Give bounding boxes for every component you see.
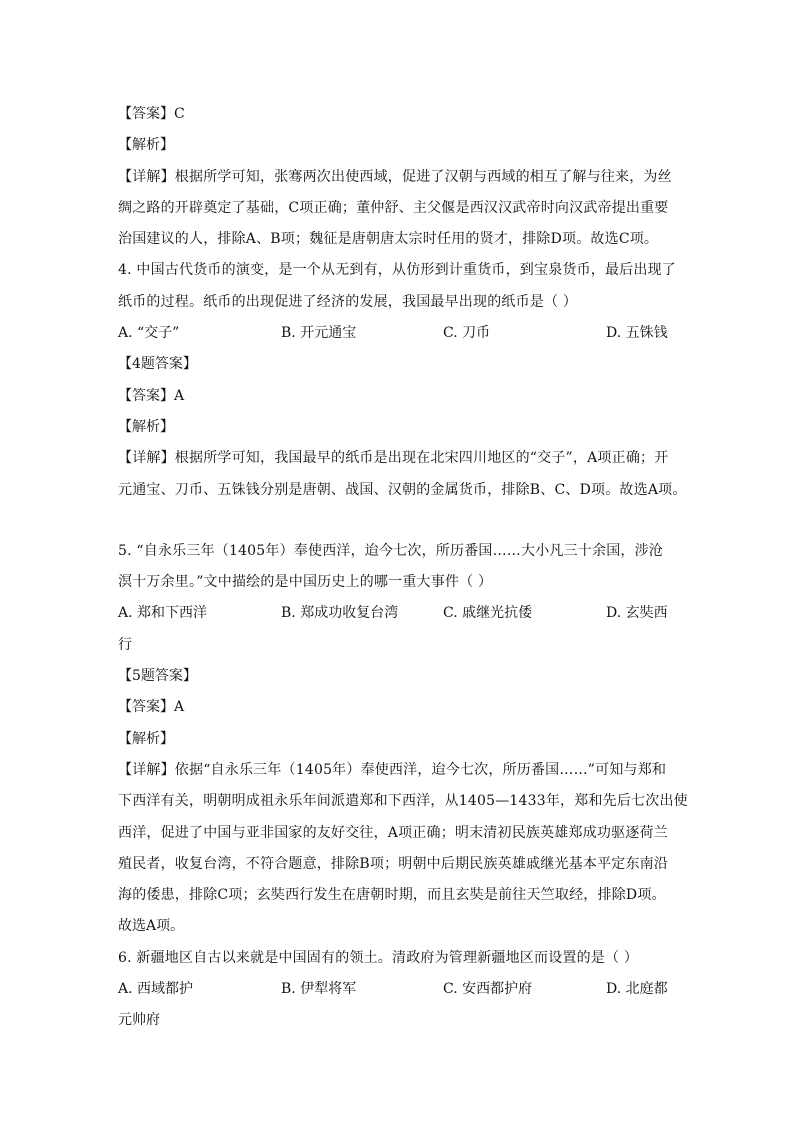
q5-option-c: C. 戚继光抗倭 — [443, 605, 533, 622]
q6-option-wrap: 元帅府 — [118, 1012, 160, 1029]
q6-option-c: C. 安西都护府 — [443, 981, 533, 998]
q4-stem-line: 4. 中国古代货币的演变，是一个从无到有，从仿形到计重货币，到宝泉货币，最后出现了 — [118, 262, 677, 279]
q3-detail-line: 绸之路的开辟奠定了基础，C项正确；董仲舒、主父偃是西汉汉武帝时向汉武帝提出重要 — [118, 199, 669, 216]
q5-detail-line: 故选A项。 — [118, 918, 185, 935]
q4-answer: 【答案】A — [118, 387, 185, 404]
q4-detail-line: 【详解】根据所学可知，我国最早的纸币是出现在北宋四川地区的“交子”，A项正确；开 — [118, 450, 669, 467]
q3-detail-line: 治国建议的人，排除A、B项；魏征是唐朝唐太宗时任用的贤才，排除D项。故选C项。 — [118, 231, 659, 248]
q5-stem-line: 溟十万余里。”文中描绘的是中国历史上的哪一重大事件（ ） — [118, 574, 493, 591]
q3-detail-line: 【详解】根据所学可知，张骞两次出使西域，促进了汉朝与西域的相互了解与往来，为丝 — [118, 168, 672, 185]
q5-stem-line: 5. “自永乐三年（1405年）奉使西洋，迨今七次，所历番国……大小凡三十余国，涉沧 — [118, 542, 663, 559]
q4-option-c: C. 刀币 — [443, 325, 491, 342]
q4-option-b: B. 开元通宝 — [281, 325, 357, 342]
q6-options — [118, 974, 678, 1005]
q6-option-a: A. 西域都护 — [118, 981, 194, 998]
q4-option-a: A. “交子” — [118, 325, 180, 342]
q6-option-b: B. 伊犁将军 — [281, 981, 357, 998]
q4-analysis-label: 【解析】 — [118, 418, 174, 435]
q5-option-d: D. 玄奘西 — [606, 605, 668, 622]
q5-option-a: A. 郑和下西洋 — [118, 605, 208, 622]
spacer — [118, 506, 678, 536]
q3-analysis-label: 【解析】 — [118, 137, 174, 154]
q4-option-d: D. 五铢钱 — [606, 325, 668, 342]
q5-answer: 【答案】A — [118, 699, 185, 716]
q5-option-b: B. 郑成功收复台湾 — [281, 605, 399, 622]
q4-stem-line: 纸币的过程。纸币的出现促进了经济的发展，我国最早出现的纸币是（ ） — [118, 293, 578, 310]
q4-answer-header: 【4题答案】 — [118, 356, 197, 373]
q4-options — [118, 318, 678, 349]
q5-detail-line: 殖民者，收复台湾，不符合题意，排除B项；明朝中后期民族英雄戚继光基本平定东南沿 — [118, 855, 669, 872]
document-page — [118, 99, 688, 1037]
q5-detail-line: 下西洋有关，明朝明成祖永乐年间派遣郑和下西洋，从1405—1433年，郑和先后七次出使 — [118, 793, 688, 810]
q5-detail-line: 【详解】依据“自永乐三年（1405年）奉使西洋，迨今七次，所历番国……”可知与郑和 — [118, 761, 667, 778]
q3-answer: 【答案】C — [118, 106, 185, 122]
q6-option-d: D. 北庭都 — [606, 981, 668, 998]
q5-options — [118, 598, 678, 629]
q5-option-wrap: 行 — [118, 636, 132, 653]
q5-analysis-label: 【解析】 — [118, 730, 174, 747]
q6-stem-line: 6. 新疆地区自古以来就是中国固有的领土。清政府为管理新疆地区而设置的是（ ） — [118, 949, 639, 966]
q4-detail-line: 元通宝、刀币、五铢钱分别是唐朝、战国、汉朝的金属货币，排除B、C、D项。故选A项。 — [118, 481, 687, 498]
q5-answer-header: 【5题答案】 — [118, 668, 197, 685]
q5-detail-line: 西洋，促进了中国与亚非国家的友好交往，A项正确；明末清初民族英雄郑成功驱逐荷兰 — [118, 824, 668, 841]
q5-detail-line: 海的倭患，排除C项；玄奘西行发生在唐朝时期，而且玄奘是前往天竺取经，排除D项。 — [118, 887, 666, 904]
